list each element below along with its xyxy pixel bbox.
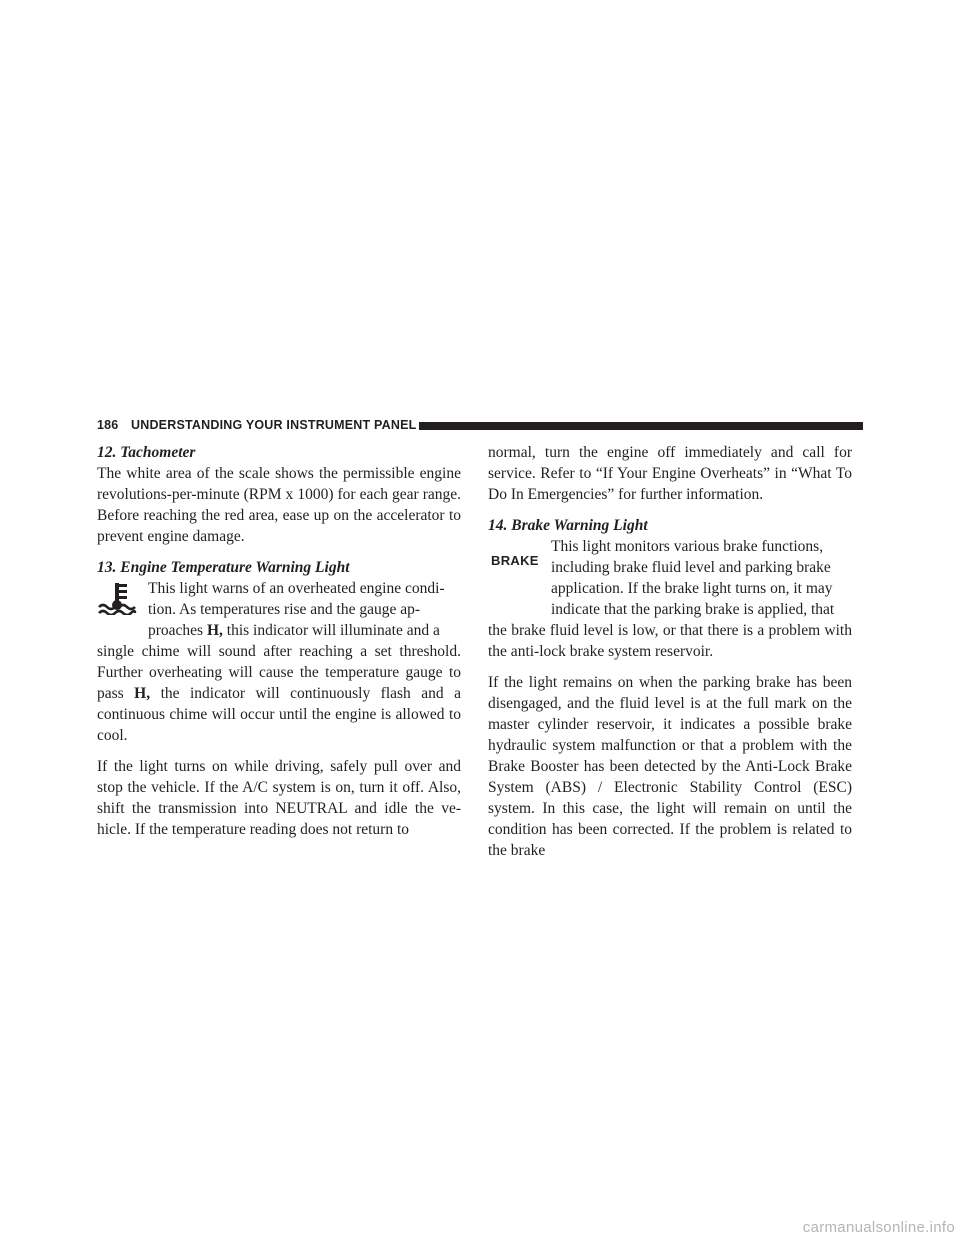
watermark: carmanualsonline.info xyxy=(802,1219,955,1236)
temp-warning-text: single chime will sound after reaching a set threshold. Further overheating will cause the temperature gauge to pass H, the indicator will continuously flash and a continuous chime will occur until the engine is allowed to cool. xyxy=(97,643,461,744)
page-number: 186 xyxy=(97,418,119,432)
page-header xyxy=(97,418,863,436)
left-column xyxy=(97,442,461,840)
overheat-continued: normal, turn the engine off immediately and call for service. Refer to “If Your Engine Overheats” in “What To Do In Emergencies” for further information. xyxy=(488,444,852,503)
overheat-instructions: If the light turns on while driving, safely pull over and stop the vehicle. If the A/C system is on, turn it off. Also, shift the transmission into NEUTRAL and idle the ve-hicle. If the temperature reading does not return to xyxy=(97,758,461,838)
brake-text-line: including brake fluid level and parking brake xyxy=(551,559,831,576)
temp-text-line: This light warns of an overheated engine condi- xyxy=(148,580,445,597)
temp-text-line: tion. As temperatures rise and the gauge ap- xyxy=(148,601,421,618)
brake-text-line: This light monitors various brake functions, xyxy=(551,538,824,555)
brake-warning-text: the brake fluid level is low, or that there is a problem with the anti-lock brake system reservoir. xyxy=(488,622,852,660)
h-mark: H, xyxy=(134,685,151,702)
tachometer-text: The white area of the scale shows the permissible engine revolutions-per-minute (RPM x 1000) for each gear range. Before reaching the red area, ease up on the accelerator to prevent engine damage. xyxy=(97,465,461,545)
tachometer-heading: 12. Tachometer xyxy=(97,444,196,461)
brake-warning-heading: 14. Brake Warning Light xyxy=(488,517,648,534)
right-column xyxy=(488,442,852,861)
temp-warning-heading: 13. Engine Temperature Warning Light xyxy=(97,559,350,576)
section-title: UNDERSTANDING YOUR INSTRUMENT PANEL xyxy=(131,418,417,432)
header-rule xyxy=(419,422,863,430)
engine-temperature-icon xyxy=(97,581,137,615)
brake-malfunction-text: If the light remains on when the parking brake has been disengaged, and the fluid level is at the full mark on the master cylinder reservoir, it indicates a possible brake hydraulic system malfunction or that a problem with the Brake Booster has been detected by the Anti-Lock Brake System (ABS) / Electronic Stability Control (ESC) system. In this case, the light will remain on until the condition has been corrected. If the problem is related to the brake xyxy=(488,674,852,859)
h-mark: H, xyxy=(206,622,223,639)
brake-text-line: indicate that the parking brake is applied, that xyxy=(551,601,835,618)
brake-warning-block xyxy=(488,536,852,620)
brake-warning-icon: BRAKE xyxy=(491,553,539,568)
temp-warning-block xyxy=(97,578,461,641)
brake-text-line: application. If the brake light turns on, it may xyxy=(551,580,833,597)
temp-text-line: proaches H, this indicator will illuminate and a xyxy=(148,622,440,639)
